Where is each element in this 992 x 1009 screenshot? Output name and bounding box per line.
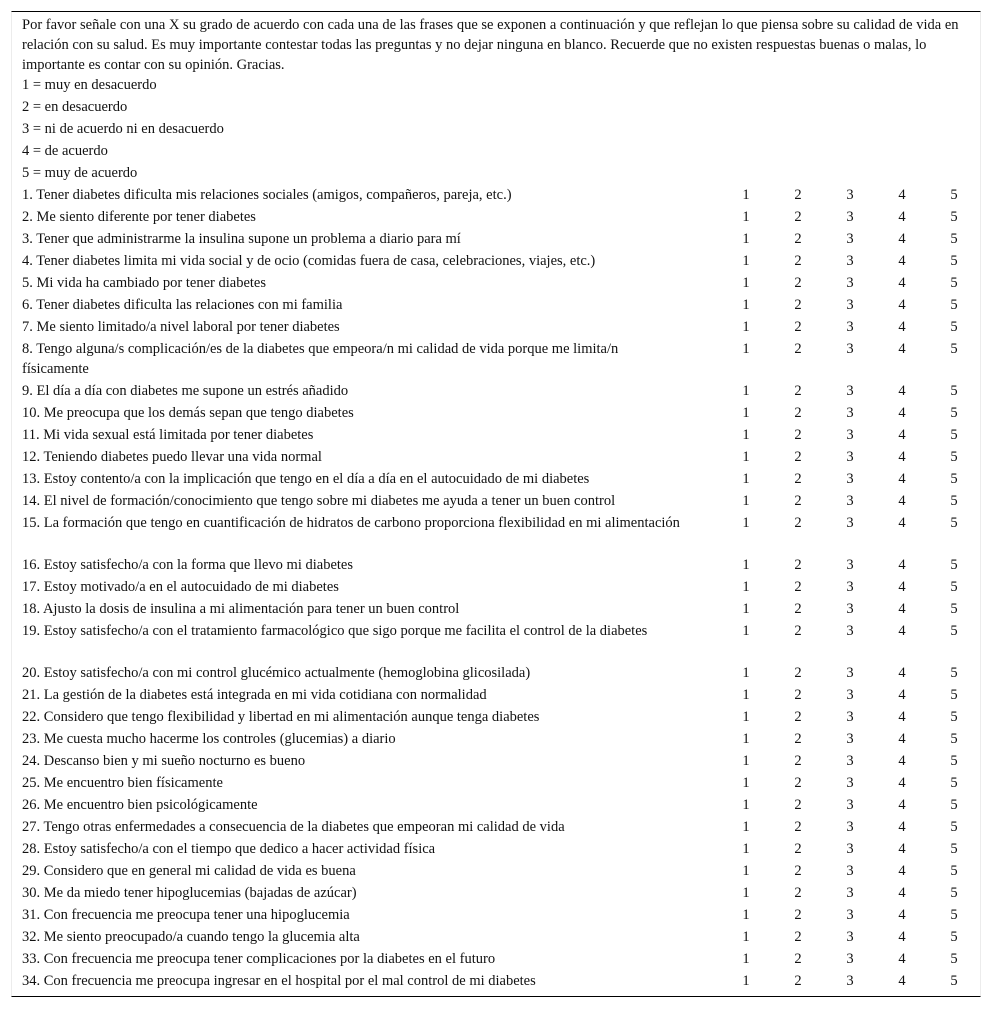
question-text: 10. Me preocupa que los demás sepan que tengo diabetes bbox=[22, 405, 354, 421]
answer-option-2[interactable]: 2 bbox=[794, 863, 802, 879]
answer-option-3[interactable]: 3 bbox=[846, 297, 854, 313]
answer-option-4[interactable]: 4 bbox=[898, 709, 906, 725]
answer-option-1[interactable]: 1 bbox=[742, 515, 750, 531]
answer-option-3[interactable]: 3 bbox=[846, 885, 854, 901]
answer-option-1[interactable]: 1 bbox=[742, 819, 750, 835]
question-text: 33. Con frecuencia me preocupa tener complicaciones por la diabetes en el futuro bbox=[22, 951, 496, 967]
answer-option-3[interactable]: 3 bbox=[846, 665, 854, 681]
scale-legend-label: 1 = muy en desacuerdo bbox=[22, 77, 157, 93]
answer-option-3[interactable]: 3 bbox=[846, 601, 854, 617]
answer-option-4[interactable]: 4 bbox=[898, 275, 906, 291]
question-text: 25. Me encuentro bien físicamente bbox=[22, 775, 223, 791]
answer-option-1[interactable]: 1 bbox=[742, 973, 750, 989]
answer-option-2[interactable]: 2 bbox=[794, 775, 802, 791]
answer-option-1[interactable]: 1 bbox=[742, 579, 750, 595]
question-text: 28. Estoy satisfecho/a con el tiempo que dedico a hacer actividad física bbox=[22, 841, 436, 857]
answer-option-4[interactable]: 4 bbox=[898, 687, 906, 703]
answer-option-5[interactable]: 5 bbox=[950, 863, 958, 879]
answer-option-4[interactable]: 4 bbox=[898, 341, 906, 357]
answer-option-1[interactable]: 1 bbox=[742, 471, 750, 487]
question-text: 18. Ajusto la dosis de insulina a mi alimentación para tener un buen control bbox=[22, 601, 460, 617]
question-text: 23. Me cuesta mucho hacerme los controles (glucemias) a diario bbox=[22, 731, 396, 747]
answer-option-4[interactable]: 4 bbox=[898, 731, 906, 747]
answer-option-1[interactable]: 1 bbox=[742, 405, 750, 421]
answer-option-1[interactable]: 1 bbox=[742, 907, 750, 923]
answer-option-4[interactable]: 4 bbox=[898, 819, 906, 835]
answer-option-4[interactable]: 4 bbox=[898, 753, 906, 769]
answer-option-5[interactable]: 5 bbox=[950, 841, 958, 857]
answer-option-5[interactable]: 5 bbox=[950, 929, 958, 945]
answer-option-5[interactable]: 5 bbox=[950, 209, 958, 225]
answer-option-3[interactable]: 3 bbox=[846, 951, 854, 967]
answer-option-2[interactable]: 2 bbox=[794, 383, 802, 399]
question-text: 5. Mi vida ha cambiado por tener diabetes bbox=[22, 275, 267, 291]
question-text: 29. Considero que en general mi calidad de vida es buena bbox=[22, 863, 356, 879]
answer-option-1[interactable]: 1 bbox=[742, 623, 750, 639]
question-text: 15. La formación que tengo en cuantificación de hidratos de carbono proporciona flexibilidad en mi alimentación bbox=[22, 515, 680, 531]
answer-option-1[interactable]: 1 bbox=[742, 209, 750, 225]
answer-option-3[interactable]: 3 bbox=[846, 709, 854, 725]
answer-option-5[interactable]: 5 bbox=[950, 885, 958, 901]
question-text: 14. El nivel de formación/conocimiento que tengo sobre mi diabetes me ayuda a tener un buen control bbox=[22, 493, 616, 509]
answer-option-3[interactable]: 3 bbox=[846, 341, 854, 357]
answer-option-5[interactable]: 5 bbox=[950, 687, 958, 703]
answer-option-3[interactable]: 3 bbox=[846, 841, 854, 857]
answer-option-2[interactable]: 2 bbox=[794, 231, 802, 247]
answer-option-2[interactable]: 2 bbox=[794, 819, 802, 835]
answer-option-4[interactable]: 4 bbox=[898, 907, 906, 923]
answer-option-3[interactable]: 3 bbox=[846, 579, 854, 595]
answer-option-2[interactable]: 2 bbox=[794, 427, 802, 443]
answer-option-2[interactable]: 2 bbox=[794, 907, 802, 923]
answer-option-4[interactable]: 4 bbox=[898, 973, 906, 989]
answer-option-5[interactable]: 5 bbox=[950, 709, 958, 725]
answer-option-1[interactable]: 1 bbox=[742, 863, 750, 879]
answer-option-1[interactable]: 1 bbox=[742, 493, 750, 509]
answer-option-3[interactable]: 3 bbox=[846, 863, 854, 879]
answer-option-4[interactable]: 4 bbox=[898, 209, 906, 225]
answer-option-3[interactable]: 3 bbox=[846, 687, 854, 703]
answer-option-4[interactable]: 4 bbox=[898, 885, 906, 901]
answer-option-2[interactable]: 2 bbox=[794, 405, 802, 421]
question-text: 12. Teniendo diabetes puedo llevar una vida normal bbox=[22, 449, 322, 465]
answer-option-5[interactable]: 5 bbox=[950, 819, 958, 835]
answer-option-2[interactable]: 2 bbox=[794, 275, 802, 291]
answer-option-2[interactable]: 2 bbox=[794, 951, 802, 967]
answer-option-4[interactable]: 4 bbox=[898, 841, 906, 857]
answer-option-2[interactable]: 2 bbox=[794, 253, 802, 269]
answer-option-1[interactable]: 1 bbox=[742, 187, 750, 203]
answer-option-2[interactable]: 2 bbox=[794, 319, 802, 335]
answer-option-2[interactable]: 2 bbox=[794, 471, 802, 487]
question-text: 32. Me siento preocupado/a cuando tengo la glucemia alta bbox=[22, 929, 360, 945]
answer-option-4[interactable]: 4 bbox=[898, 383, 906, 399]
answer-option-2[interactable]: 2 bbox=[794, 515, 802, 531]
question-text: 27. Tengo otras enfermedades a consecuencia de la diabetes que empeoran mi calidad de vida bbox=[22, 819, 565, 835]
answer-option-3[interactable]: 3 bbox=[846, 623, 854, 639]
answer-option-5[interactable]: 5 bbox=[950, 405, 958, 421]
answer-option-4[interactable]: 4 bbox=[898, 187, 906, 203]
answer-option-1[interactable]: 1 bbox=[742, 797, 750, 813]
answer-option-2[interactable]: 2 bbox=[794, 601, 802, 617]
question-text: 20. Estoy satisfecho/a con mi control glucémico actualmente (hemoglobina glicosilada) bbox=[22, 665, 531, 681]
answer-option-1[interactable]: 1 bbox=[742, 951, 750, 967]
answer-option-5[interactable]: 5 bbox=[950, 319, 958, 335]
answer-option-3[interactable]: 3 bbox=[846, 493, 854, 509]
question-text: 3. Tener que administrarme la insulina supone un problema a diario para mí bbox=[22, 231, 461, 247]
answer-option-1[interactable]: 1 bbox=[742, 449, 750, 465]
answer-option-1[interactable]: 1 bbox=[742, 427, 750, 443]
answer-option-4[interactable]: 4 bbox=[898, 929, 906, 945]
answer-option-2[interactable]: 2 bbox=[794, 687, 802, 703]
answer-option-5[interactable]: 5 bbox=[950, 515, 958, 531]
question-text: 26. Me encuentro bien psicológicamente bbox=[22, 797, 258, 813]
question-text: 31. Con frecuencia me preocupa tener una hipoglucemia bbox=[22, 907, 350, 923]
answer-option-4[interactable]: 4 bbox=[898, 471, 906, 487]
answer-option-2[interactable]: 2 bbox=[794, 709, 802, 725]
answer-option-4[interactable]: 4 bbox=[898, 493, 906, 509]
answer-option-3[interactable]: 3 bbox=[846, 907, 854, 923]
answer-option-5[interactable]: 5 bbox=[950, 253, 958, 269]
question-text: 22. Considero que tengo flexibilidad y libertad en mi alimentación aunque tenga diabetes bbox=[22, 709, 540, 725]
answer-option-5[interactable]: 5 bbox=[950, 557, 958, 573]
answer-option-3[interactable]: 3 bbox=[846, 275, 854, 291]
answer-option-5[interactable]: 5 bbox=[950, 907, 958, 923]
answer-option-4[interactable]: 4 bbox=[898, 951, 906, 967]
answer-option-5[interactable]: 5 bbox=[950, 731, 958, 747]
answer-option-2[interactable]: 2 bbox=[794, 665, 802, 681]
answer-option-3[interactable]: 3 bbox=[846, 427, 854, 443]
answer-option-3[interactable]: 3 bbox=[846, 209, 854, 225]
answer-option-2[interactable]: 2 bbox=[794, 841, 802, 857]
answer-option-4[interactable]: 4 bbox=[898, 405, 906, 421]
answer-option-1[interactable]: 1 bbox=[742, 753, 750, 769]
answer-option-5[interactable]: 5 bbox=[950, 471, 958, 487]
answer-option-4[interactable]: 4 bbox=[898, 797, 906, 813]
answer-option-1[interactable]: 1 bbox=[742, 557, 750, 573]
question-text: 8. Tengo alguna/s complicación/es de la diabetes que empeora/n mi calidad de vida porque me limita/n físicamente bbox=[22, 341, 619, 377]
question-text: 11. Mi vida sexual está limitada por tener diabetes bbox=[22, 427, 314, 443]
answer-option-3[interactable]: 3 bbox=[846, 973, 854, 989]
answer-option-5[interactable]: 5 bbox=[950, 579, 958, 595]
answer-option-4[interactable]: 4 bbox=[898, 863, 906, 879]
answer-option-1[interactable]: 1 bbox=[742, 253, 750, 269]
question-text: 1. Tener diabetes dificulta mis relaciones sociales (amigos, compañeros, pareja, etc.) bbox=[22, 187, 512, 203]
scale-legend-label: 3 = ni de acuerdo ni en desacuerdo bbox=[22, 121, 224, 137]
question-text: 30. Me da miedo tener hipoglucemias (bajadas de azúcar) bbox=[22, 885, 357, 901]
answer-option-4[interactable]: 4 bbox=[898, 665, 906, 681]
answer-option-2[interactable]: 2 bbox=[794, 731, 802, 747]
answer-option-2[interactable]: 2 bbox=[794, 929, 802, 945]
answer-option-5[interactable]: 5 bbox=[950, 383, 958, 399]
answer-option-4[interactable]: 4 bbox=[898, 775, 906, 791]
answer-option-4[interactable]: 4 bbox=[898, 557, 906, 573]
answer-option-5[interactable]: 5 bbox=[950, 623, 958, 639]
answer-option-5[interactable]: 5 bbox=[950, 341, 958, 357]
question-text: 6. Tener diabetes dificulta las relaciones con mi familia bbox=[22, 297, 343, 313]
answer-option-5[interactable]: 5 bbox=[950, 775, 958, 791]
question-text: 21. La gestión de la diabetes está integrada en mi vida cotidiana con normalidad bbox=[22, 687, 487, 703]
answer-option-3[interactable]: 3 bbox=[846, 753, 854, 769]
question-text: 34. Con frecuencia me preocupa ingresar en el hospital por el mal control de mi diabetes bbox=[22, 973, 536, 989]
answer-option-2[interactable]: 2 bbox=[794, 187, 802, 203]
instructions-text: Por favor señale con una X su grado de acuerdo con cada una de las frases que se exponen a continuación y que reflejan lo que piensa sobre su calidad de vida en relación con su salud. Es muy importante contestar todas las preguntas y no dejar ninguna en blanco. Recuerde que no existen respuestas buenas o malas, lo importante es contar con su opinión. Gracias. bbox=[22, 17, 959, 73]
answer-option-5[interactable]: 5 bbox=[950, 427, 958, 443]
answer-option-3[interactable]: 3 bbox=[846, 319, 854, 335]
answer-option-2[interactable]: 2 bbox=[794, 209, 802, 225]
answer-option-1[interactable]: 1 bbox=[742, 841, 750, 857]
answer-option-1[interactable]: 1 bbox=[742, 319, 750, 335]
answer-option-2[interactable]: 2 bbox=[794, 579, 802, 595]
answer-option-2[interactable]: 2 bbox=[794, 753, 802, 769]
answer-option-3[interactable]: 3 bbox=[846, 253, 854, 269]
answer-option-2[interactable]: 2 bbox=[794, 493, 802, 509]
answer-option-4[interactable]: 4 bbox=[898, 319, 906, 335]
scale-legend-label: 4 = de acuerdo bbox=[22, 143, 108, 159]
answer-option-3[interactable]: 3 bbox=[846, 929, 854, 945]
answer-option-4[interactable]: 4 bbox=[898, 427, 906, 443]
answer-option-3[interactable]: 3 bbox=[846, 405, 854, 421]
answer-option-2[interactable]: 2 bbox=[794, 885, 802, 901]
answer-option-5[interactable]: 5 bbox=[950, 665, 958, 681]
answer-option-5[interactable]: 5 bbox=[950, 973, 958, 989]
answer-option-5[interactable]: 5 bbox=[950, 275, 958, 291]
answer-option-3[interactable]: 3 bbox=[846, 731, 854, 747]
answer-option-4[interactable]: 4 bbox=[898, 253, 906, 269]
answer-option-2[interactable]: 2 bbox=[794, 449, 802, 465]
question-text: 19. Estoy satisfecho/a con el tratamiento farmacológico que sigo porque me facilita el control de la diabetes bbox=[22, 623, 648, 639]
scale-legend-label: 2 = en desacuerdo bbox=[22, 99, 128, 115]
answer-option-1[interactable]: 1 bbox=[742, 383, 750, 399]
answer-option-3[interactable]: 3 bbox=[846, 383, 854, 399]
answer-option-1[interactable]: 1 bbox=[742, 275, 750, 291]
answer-option-1[interactable]: 1 bbox=[742, 885, 750, 901]
answer-option-5[interactable]: 5 bbox=[950, 187, 958, 203]
question-text: 24. Descanso bien y mi sueño nocturno es bueno bbox=[22, 753, 306, 769]
answer-option-1[interactable]: 1 bbox=[742, 231, 750, 247]
answer-option-2[interactable]: 2 bbox=[794, 973, 802, 989]
answer-option-4[interactable]: 4 bbox=[898, 231, 906, 247]
answer-option-5[interactable]: 5 bbox=[950, 449, 958, 465]
answer-option-4[interactable]: 4 bbox=[898, 449, 906, 465]
scale-legend-label: 5 = muy de acuerdo bbox=[22, 165, 138, 181]
question-text: 17. Estoy motivado/a en el autocuidado de mi diabetes bbox=[22, 579, 339, 595]
answer-option-4[interactable]: 4 bbox=[898, 601, 906, 617]
answer-option-3[interactable]: 3 bbox=[846, 471, 854, 487]
question-text: 2. Me siento diferente por tener diabetes bbox=[22, 209, 256, 225]
answer-option-5[interactable]: 5 bbox=[950, 297, 958, 313]
answer-option-1[interactable]: 1 bbox=[742, 665, 750, 681]
question-text: 13. Estoy contento/a con la implicación que tengo en el día a día en el autocuidado de mi diabetes bbox=[22, 471, 590, 487]
question-text: 9. El día a día con diabetes me supone un estrés añadido bbox=[22, 383, 349, 399]
answer-option-2[interactable]: 2 bbox=[794, 623, 802, 639]
answer-option-3[interactable]: 3 bbox=[846, 775, 854, 791]
answer-option-5[interactable]: 5 bbox=[950, 951, 958, 967]
answer-option-1[interactable]: 1 bbox=[742, 297, 750, 313]
question-text: 16. Estoy satisfecho/a con la forma que llevo mi diabetes bbox=[22, 557, 353, 573]
answer-option-3[interactable]: 3 bbox=[846, 557, 854, 573]
answer-option-3[interactable]: 3 bbox=[846, 187, 854, 203]
answer-option-1[interactable]: 1 bbox=[742, 601, 750, 617]
answer-option-2[interactable]: 2 bbox=[794, 341, 802, 357]
answer-option-5[interactable]: 5 bbox=[950, 601, 958, 617]
answer-option-2[interactable]: 2 bbox=[794, 557, 802, 573]
answer-option-5[interactable]: 5 bbox=[950, 493, 958, 509]
answer-option-3[interactable]: 3 bbox=[846, 819, 854, 835]
answer-option-3[interactable]: 3 bbox=[846, 797, 854, 813]
answer-option-1[interactable]: 1 bbox=[742, 929, 750, 945]
answer-option-4[interactable]: 4 bbox=[898, 623, 906, 639]
answer-option-5[interactable]: 5 bbox=[950, 753, 958, 769]
questionnaire-table bbox=[11, 11, 981, 997]
answer-option-5[interactable]: 5 bbox=[950, 231, 958, 247]
answer-option-3[interactable]: 3 bbox=[846, 449, 854, 465]
answer-option-4[interactable]: 4 bbox=[898, 297, 906, 313]
answer-option-3[interactable]: 3 bbox=[846, 515, 854, 531]
question-text: 4. Tener diabetes limita mi vida social y de ocio (comidas fuera de casa, celebraciones, viajes, etc.) bbox=[22, 253, 596, 269]
answer-option-1[interactable]: 1 bbox=[742, 731, 750, 747]
answer-option-4[interactable]: 4 bbox=[898, 515, 906, 531]
question-text: 7. Me siento limitado/a nivel laboral por tener diabetes bbox=[22, 319, 340, 335]
answer-option-1[interactable]: 1 bbox=[742, 775, 750, 791]
answer-option-4[interactable]: 4 bbox=[898, 579, 906, 595]
answer-option-1[interactable]: 1 bbox=[742, 341, 750, 357]
answer-option-1[interactable]: 1 bbox=[742, 687, 750, 703]
answer-option-5[interactable]: 5 bbox=[950, 797, 958, 813]
answer-option-2[interactable]: 2 bbox=[794, 297, 802, 313]
answer-option-1[interactable]: 1 bbox=[742, 709, 750, 725]
answer-option-2[interactable]: 2 bbox=[794, 797, 802, 813]
answer-option-3[interactable]: 3 bbox=[846, 231, 854, 247]
